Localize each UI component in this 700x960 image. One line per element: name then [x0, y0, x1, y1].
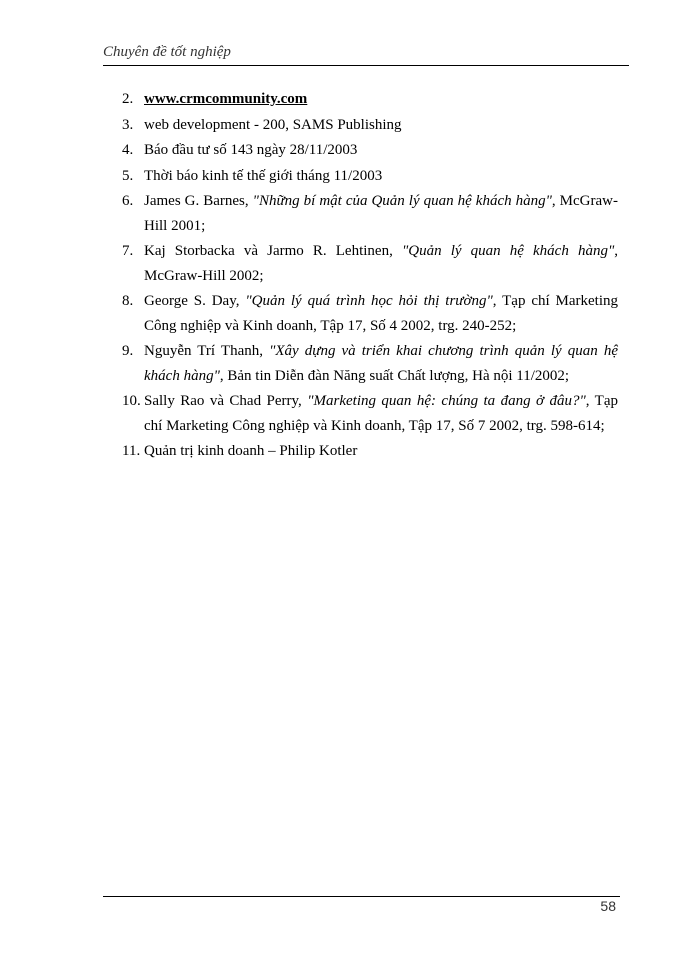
reference-title: "Xây dựng và triển khai chương trình quản lý quan hệ khách hàng" [144, 343, 618, 384]
header-divider [103, 65, 629, 66]
reference-title: "Những bí mật của Quản lý quan hệ khách hàng" [252, 193, 552, 209]
reference-item-4 [122, 138, 618, 163]
reference-author: Sally Rao và Chad Perry, [144, 393, 308, 409]
reference-title: "Marketing quan hệ: chúng ta đang ở đâu?" [307, 393, 586, 409]
reference-source: , Tạp chí Marketing Công nghiệp và Kinh doanh, Tập 17, Số 4 2002, trg. 240-252; [144, 293, 618, 334]
reference-title: "Quản lý quá trình học hỏi thị trường" [245, 293, 493, 309]
reference-source: , Bản tin Diễn đàn Năng suất Chất lượng, Hà nội 11/2002; [219, 367, 570, 384]
running-header: Chuyên đề tốt nghiệp [103, 44, 231, 60]
reference-number: 6. [122, 193, 134, 209]
reference-item-9 [122, 339, 618, 388]
reference-item-8 [122, 289, 618, 338]
reference-text: Thời báo kinh tế thế giới tháng 11/2003 [144, 167, 383, 184]
reference-number: 2. [122, 91, 134, 107]
reference-text: Quản trị kinh doanh – Philip Kotler [144, 443, 358, 459]
reference-author: Nguyễn Trí Thanh, [144, 343, 270, 359]
reference-item-11 [122, 439, 618, 464]
reference-item-6 [122, 189, 618, 238]
reference-text: web development - 200, SAMS Publishing [144, 116, 402, 133]
reference-list [122, 87, 618, 465]
reference-item-3 [122, 113, 618, 138]
reference-source: , McGraw-Hill 2001; [144, 193, 618, 234]
reference-link[interactable]: www.crmcommunity.com [144, 91, 308, 107]
reference-author: James G. Barnes, [144, 193, 253, 209]
reference-number: 4. [122, 142, 134, 158]
reference-number: 10. [122, 393, 141, 409]
reference-author: Kaj Storbacka và Jarmo R. Lehtinen, [144, 243, 402, 259]
reference-item-2 [122, 87, 618, 112]
reference-text: Báo đầu tư số 143 ngày 28/11/2003 [144, 142, 358, 158]
reference-number: 8. [122, 293, 134, 309]
reference-item-7 [122, 239, 618, 288]
reference-source: , Tạp chí Marketing Công nghiệp và Kinh doanh, Tập 17, Số 7 2002, trg. 598-614; [144, 393, 618, 434]
reference-source: , McGraw-Hill 2002; [144, 243, 618, 284]
reference-title: "Quản lý quan hệ khách hàng" [401, 243, 615, 259]
reference-item-10 [122, 389, 618, 438]
footer-divider [103, 896, 620, 897]
reference-number: 5. [122, 167, 134, 184]
reference-number: 3. [122, 116, 134, 133]
reference-item-5 [122, 164, 618, 189]
reference-number: 9. [122, 343, 134, 359]
reference-number: 11. [122, 443, 141, 459]
page-number: 58 [600, 898, 616, 914]
reference-number: 7. [122, 243, 134, 259]
reference-author: George S. Day, [144, 293, 246, 309]
